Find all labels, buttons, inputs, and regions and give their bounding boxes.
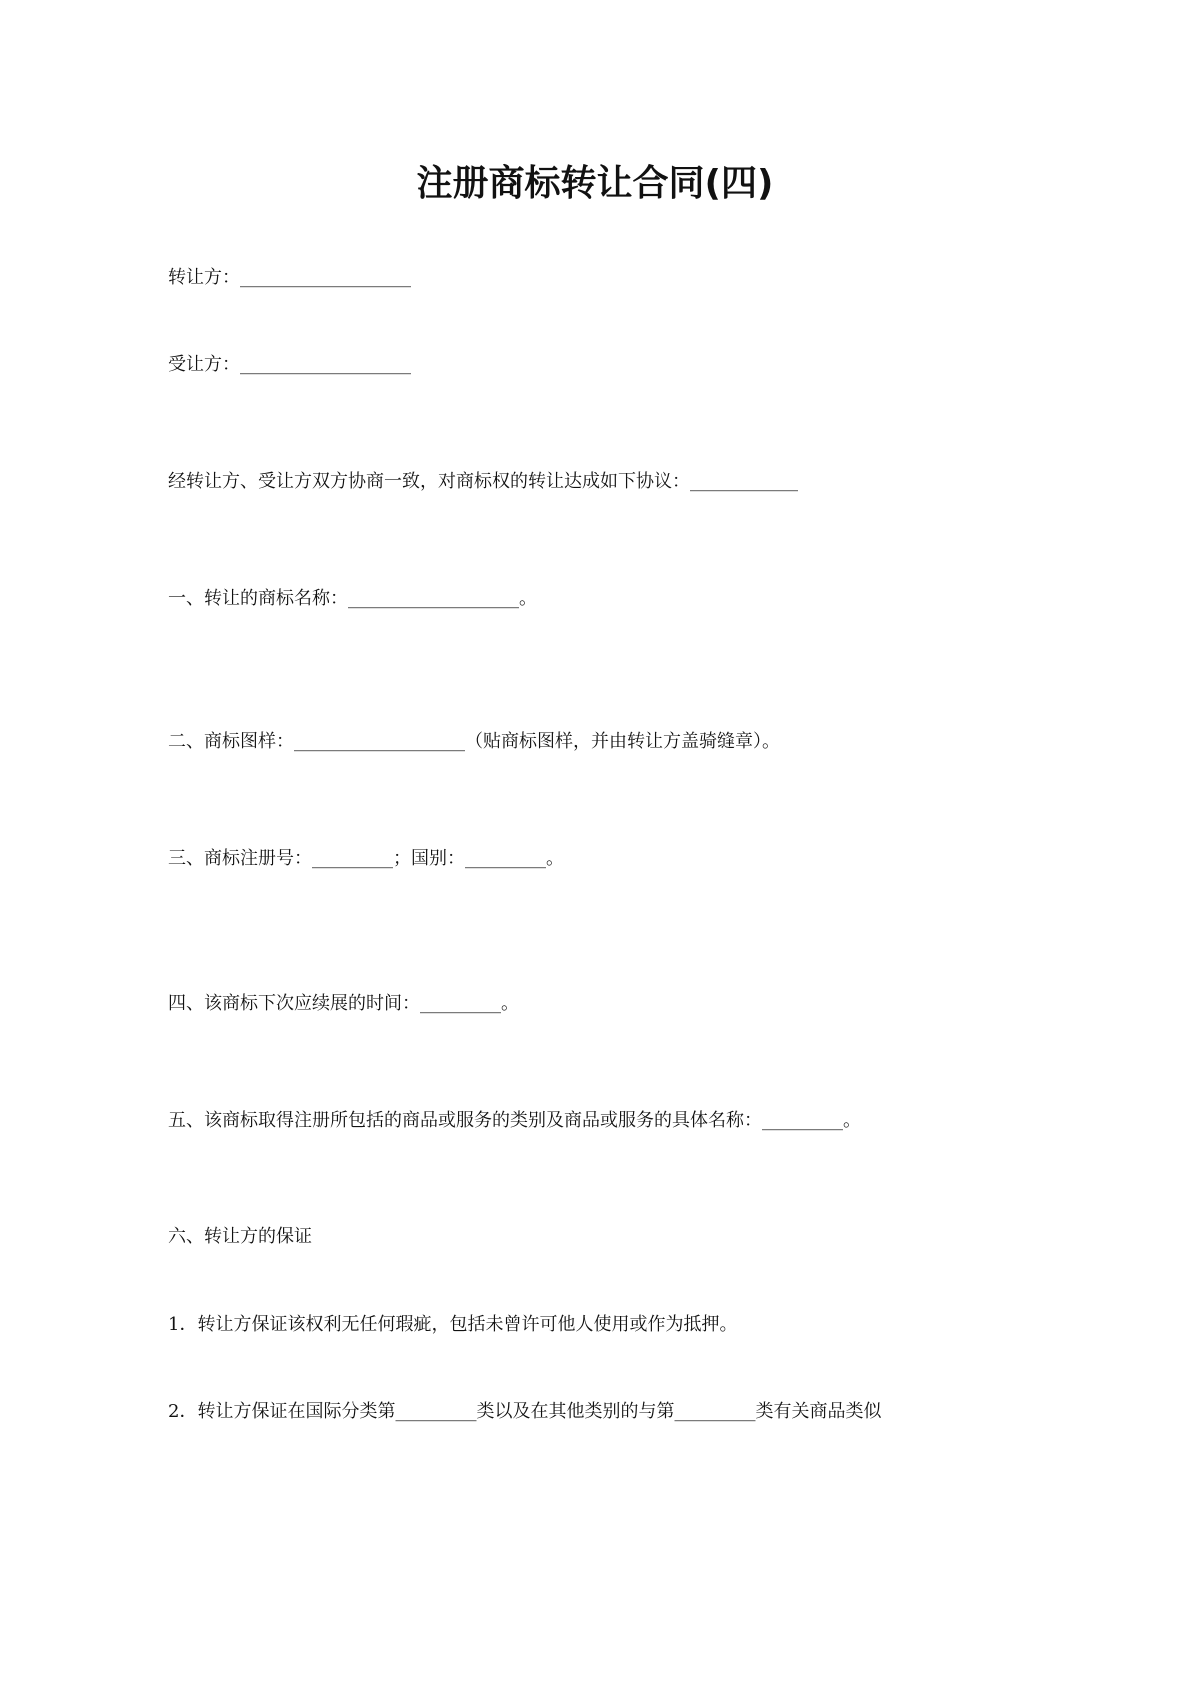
clause-5-goods-services: 五、该商标取得注册所包括的商品或服务的类别及商品或服务的具体名称：_________。 (168, 1110, 861, 1131)
clause-6-item-1: 1．转让方保证该权利无任何瑕疵，包括未曾许可他人使用或作为抵押。 (168, 1314, 738, 1335)
transferor-line: 转让方：___________________ (168, 267, 411, 288)
clause-6-heading: 六、转让方的保证 (168, 1226, 312, 1247)
document-title: 注册商标转让合同(四) (416, 163, 774, 204)
agreement-intro: 经转让方、受让方双方协商一致，对商标权的转让达成如下协议：____________ (168, 471, 798, 492)
clause-1-trademark-name: 一、转让的商标名称：___________________。 (168, 588, 537, 609)
clause-4-renewal-time: 四、该商标下次应续展的时间：_________。 (168, 993, 519, 1014)
clause-3-registration-number: 三、商标注册号：_________；国别：_________。 (168, 848, 564, 869)
clause-6-item-2: 2．转让方保证在国际分类第_________类以及在其他类别的与第_________类有关商品类似 (168, 1401, 882, 1422)
transferee-line: 受让方：___________________ (168, 354, 411, 375)
clause-2-trademark-sample: 二、商标图样：___________________（贴商标图样，并由转让方盖骑缝章）。 (168, 731, 780, 752)
